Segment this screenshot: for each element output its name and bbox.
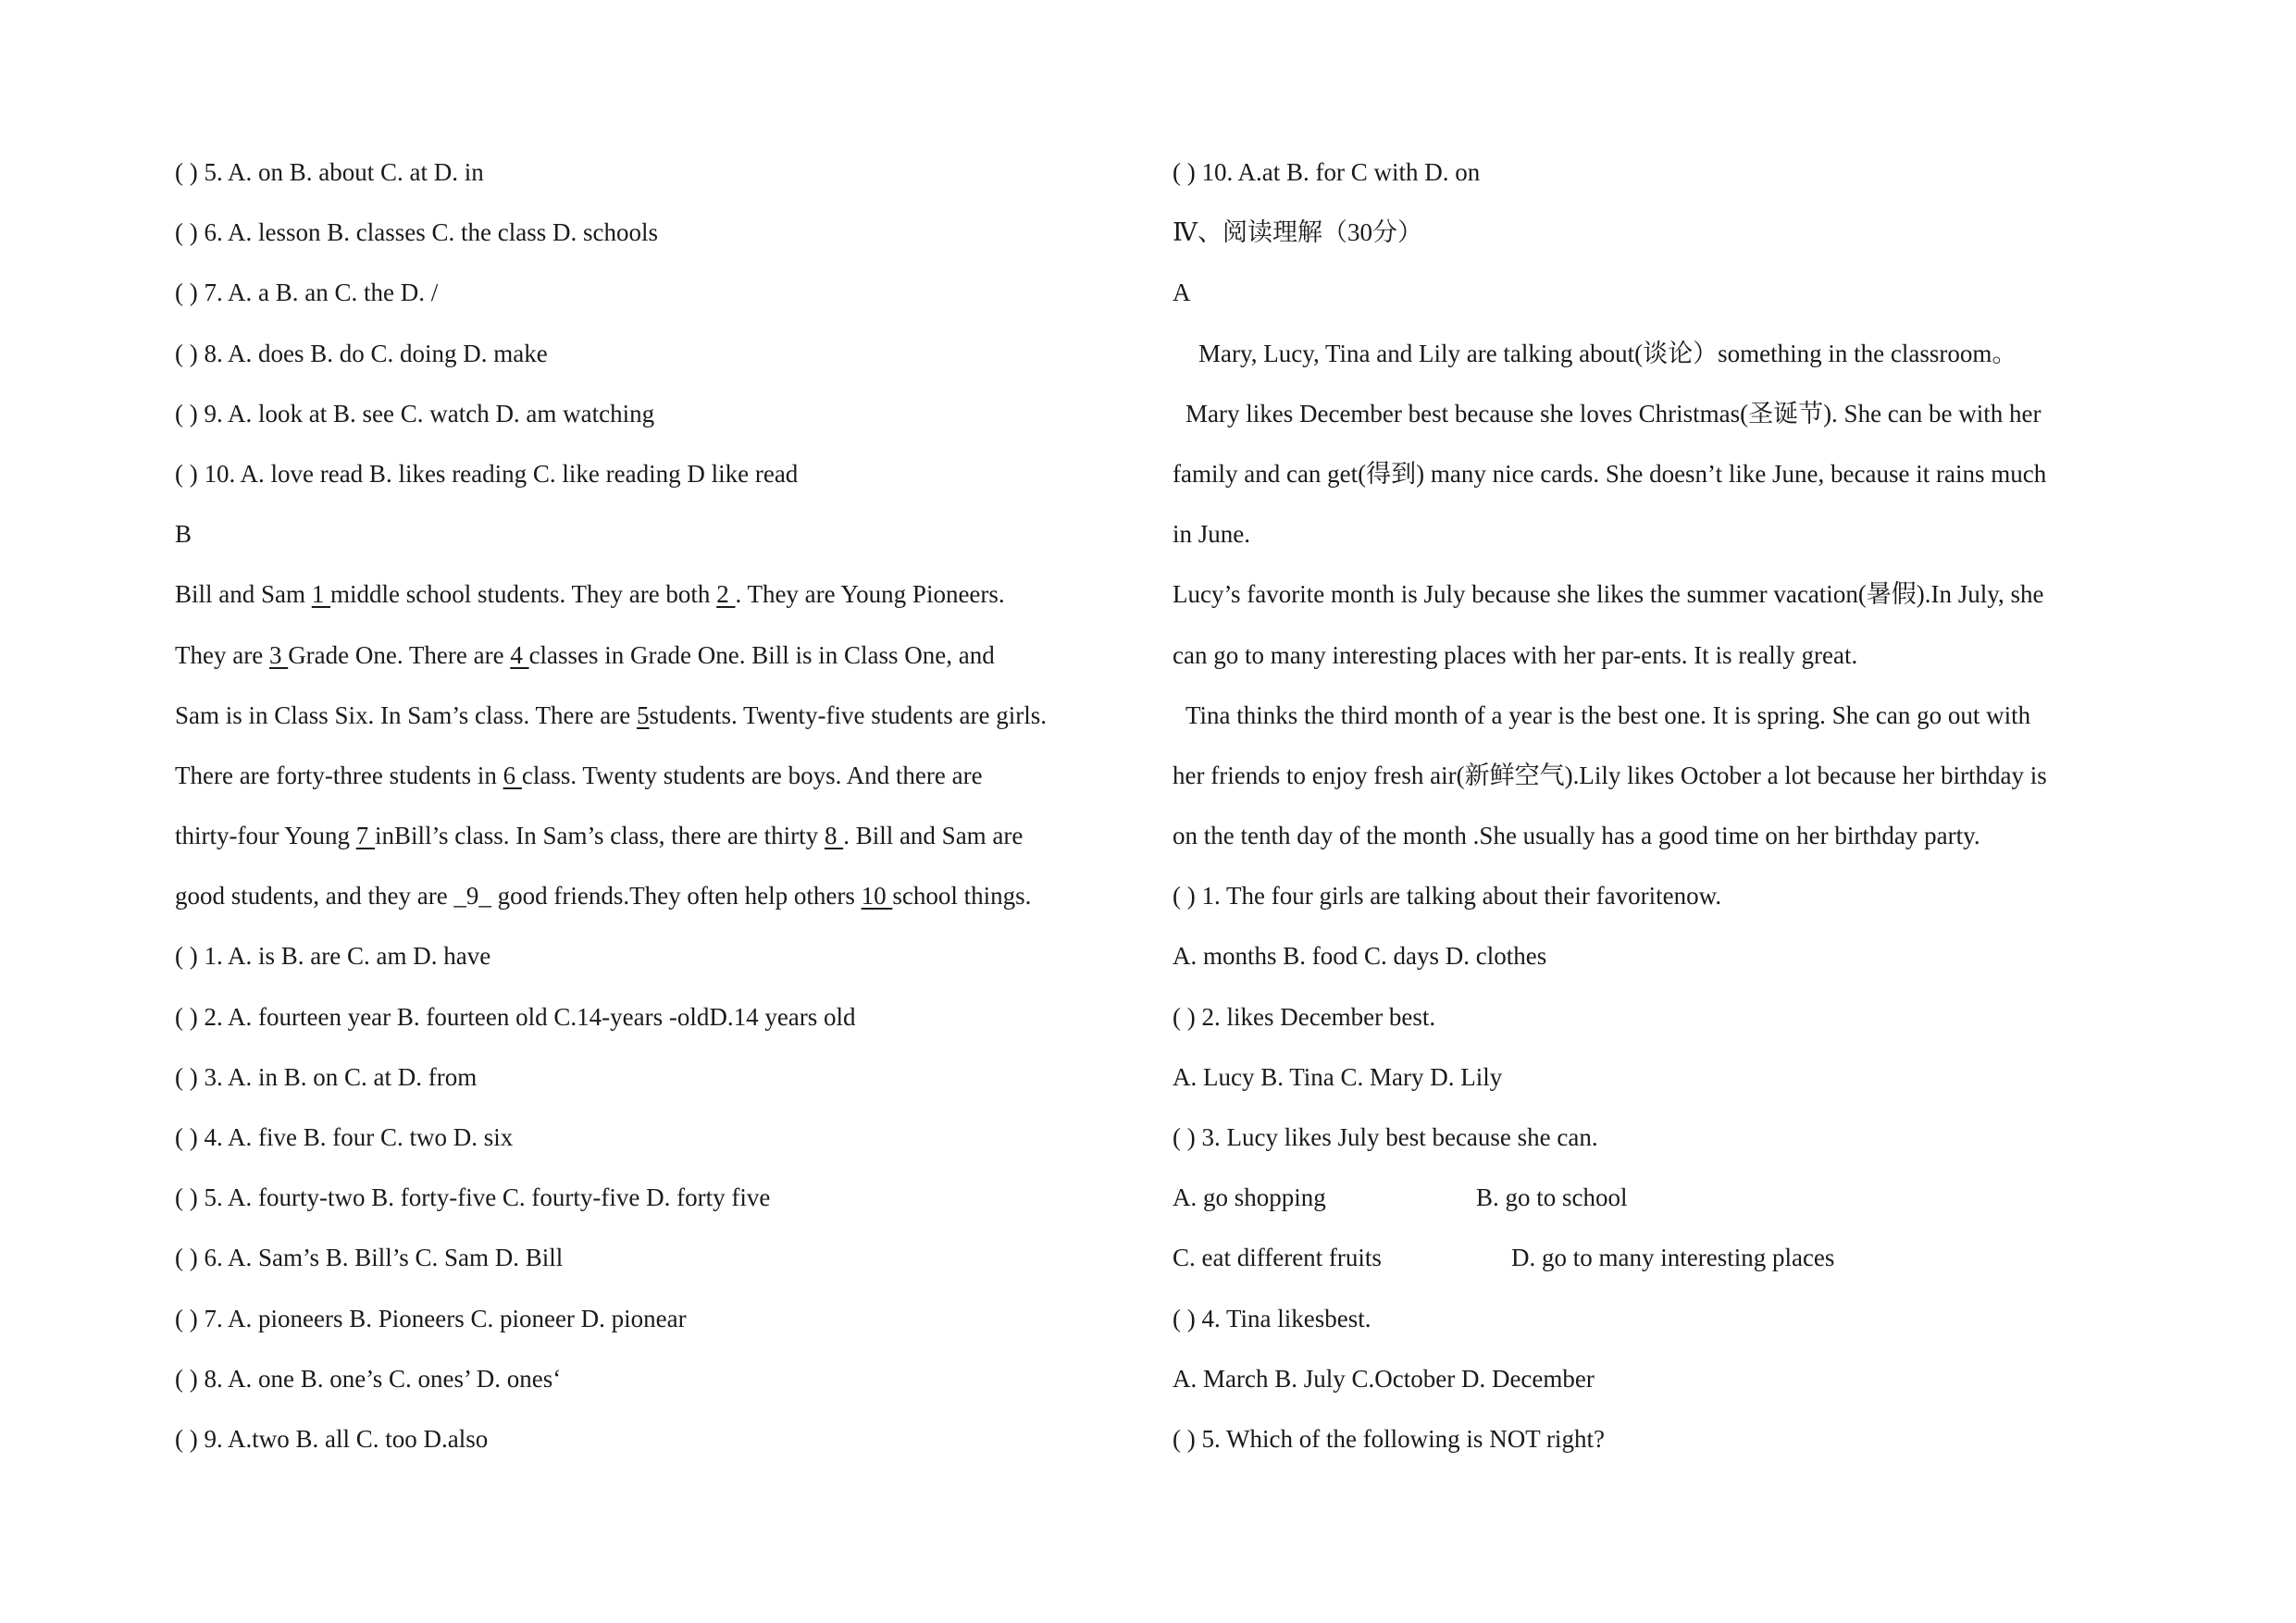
reading-question-1: ( ) 1. The four girls are talking about their favoritenow. xyxy=(1173,882,1722,911)
reading-line-9: on the tenth day of the month .She usually has a good time on her birthday party. xyxy=(1173,822,1980,850)
b-question-8: ( ) 8. A. one B. one’s C. ones’ D. ones‘ xyxy=(175,1364,562,1393)
section-a-heading: A xyxy=(1173,279,1191,307)
b-question-2: ( ) 2. A. fourteen year B. fourteen old C.14-years -oldD.14 years old xyxy=(175,1002,856,1031)
reading-line-5: Lucy’s favorite month is July because she likes the summer vacation(暑假).In July, she xyxy=(1173,580,2044,609)
blank-6: 6 xyxy=(503,761,522,789)
passage-line-6: good students, and they are _9_ good friends.They often help others 10 school things. xyxy=(175,882,1032,911)
reading-question-3-options-ab: A. go shopping B. go to school xyxy=(1173,1183,1628,1212)
passage-line-3: Sam is in Class Six. In Sam’s class. There are 5students. Twenty-five students are girls. xyxy=(175,700,1047,729)
reading-question-2: ( ) 2. likes December best. xyxy=(1173,1002,1436,1031)
question-6: ( ) 6. A. lesson B. classes C. the class D. schools xyxy=(175,218,658,247)
b-question-5: ( ) 5. A. fourty-two B. forty-five C. fourty-five D. forty five xyxy=(175,1183,771,1212)
reading-question-3: ( ) 3. Lucy likes July best because she can. xyxy=(1173,1123,1598,1151)
blank-5: 5 xyxy=(636,700,650,729)
reading-line-4: in June. xyxy=(1173,520,1250,549)
passage-line-5: thirty-four Young 7 inBill’s class. In Sam’s class, there are thirty 8 . Bill and Sam are xyxy=(175,822,1024,850)
left-column xyxy=(175,148,1147,1475)
reading-line-3: family and can get(得到) many nice cards. She doesn’t like June, because it rains much xyxy=(1173,459,2047,488)
reading-line-7: Tina thinks the third month of a year is the best one. It is spring. She can go out with xyxy=(1185,700,2031,729)
b-question-7: ( ) 7. A. pioneers B. Pioneers C. pioneer D. pionear xyxy=(175,1304,687,1332)
reading-line-1: Mary, Lucy, Tina and Lily are talking about(谈论）something in the classroom。 xyxy=(1198,339,2017,367)
b-question-3: ( ) 3. A. in B. on C. at D. from xyxy=(175,1062,478,1091)
reading-question-4-options: A. March B. July C.October D. December xyxy=(1173,1364,1595,1393)
question-7: ( ) 7. A. a B. an C. the D. / xyxy=(175,279,439,307)
question-9: ( ) 9. A. look at B. see C. watch D. am watching xyxy=(175,399,655,427)
section-b-heading: B xyxy=(175,520,192,549)
reading-question-5: ( ) 5. Which of the following is NOT right? xyxy=(1173,1424,1605,1453)
question-10-right: ( ) 10. A.at B. for C with D. on xyxy=(1173,158,1481,186)
blank-10: 10 xyxy=(861,882,893,911)
b-question-9: ( ) 9. A.two B. all C. too D.also xyxy=(175,1424,489,1453)
b-question-1: ( ) 1. A. is B. are C. am D. have xyxy=(175,942,491,971)
reading-line-8: her friends to enjoy fresh air(新鲜空气).Lily likes October a lot because her birthday is xyxy=(1173,761,2047,789)
reading-question-2-options: A. Lucy B. Tina C. Mary D. Lily xyxy=(1173,1062,1503,1091)
passage-line-2: They are 3 Grade One. There are 4 classes in Grade One. Bill is in Class One, and xyxy=(175,640,995,669)
blank-2: 2 xyxy=(716,580,736,609)
reading-line-2: Mary likes December best because she loves Christmas(圣诞节). She can be with her xyxy=(1185,399,2042,427)
reading-question-3-options-cd: C. eat different fruits D. go to many interesting places xyxy=(1173,1244,1835,1272)
question-10: ( ) 10. A. love read B. likes reading C. like reading D like read xyxy=(175,459,799,488)
blank-4: 4 xyxy=(510,640,529,669)
blank-7: 7 xyxy=(355,822,376,850)
reading-question-1-options: A. months B. food C. days D. clothes xyxy=(1173,942,1547,971)
section-title: Ⅳ、阅读理解（30分） xyxy=(1173,218,1422,247)
question-5: ( ) 5. A. on B. about C. at D. in xyxy=(175,158,484,186)
passage-line-4: There are forty-three students in 6 class. Twenty students are boys. And there are xyxy=(175,761,983,789)
passage-line-1: Bill and Sam 1 middle school students. They are both 2 . They are Young Pioneers. xyxy=(175,580,1005,609)
b-question-6: ( ) 6. A. Sam’s B. Bill’s C. Sam D. Bill xyxy=(175,1244,564,1272)
reading-line-6: can go to many interesting places with her par-ents. It is really great. xyxy=(1173,640,1858,669)
blank-1: 1 xyxy=(311,580,330,609)
question-8: ( ) 8. A. does B. do C. doing D. make xyxy=(175,339,548,367)
right-column xyxy=(1173,148,2144,1475)
reading-question-4: ( ) 4. Tina likesbest. xyxy=(1173,1304,1371,1332)
blank-8: 8 xyxy=(824,822,844,850)
b-question-4: ( ) 4. A. five B. four C. two D. six xyxy=(175,1123,514,1151)
blank-3: 3 xyxy=(268,640,289,669)
